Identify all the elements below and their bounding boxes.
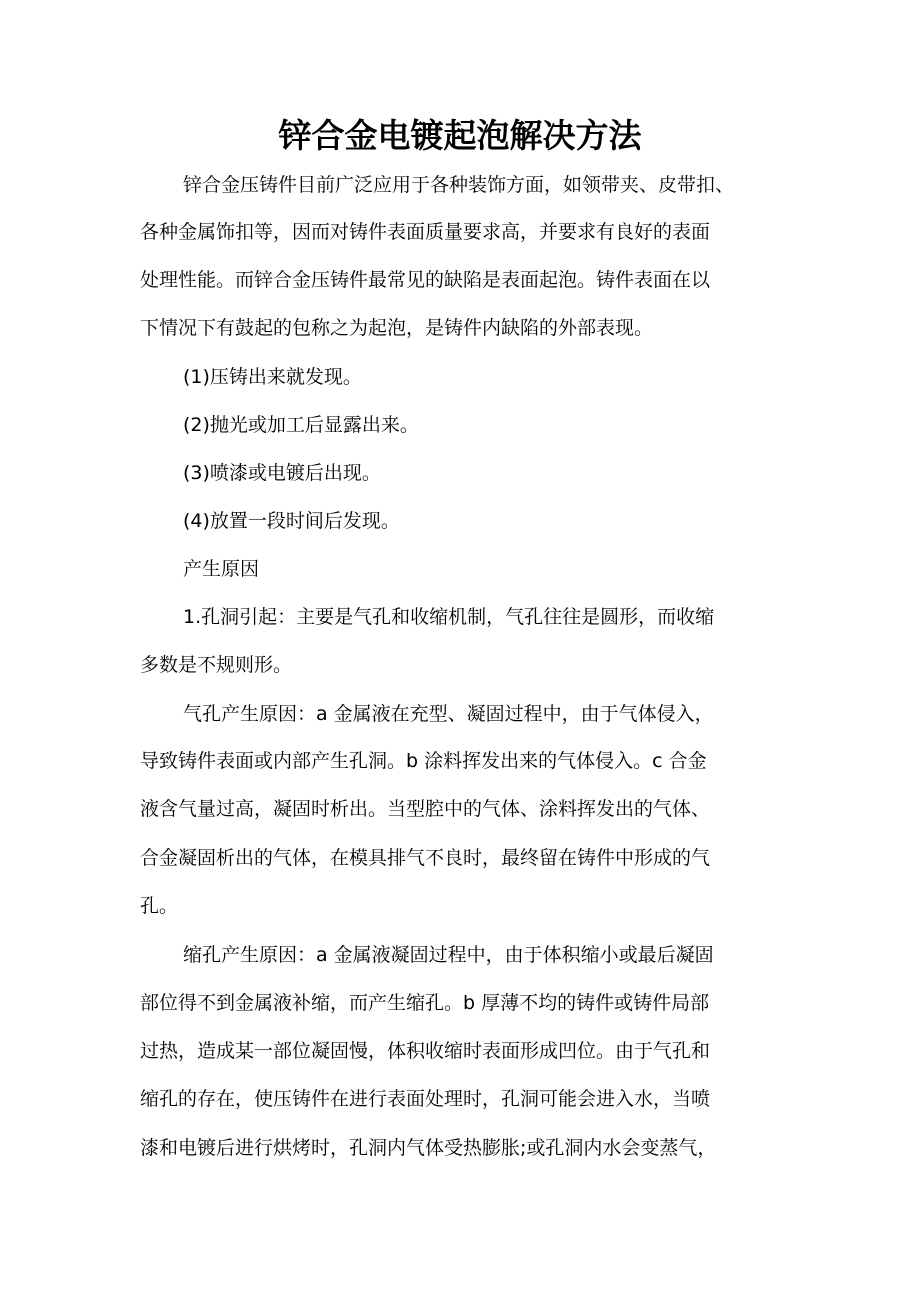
paragraph-line: 多数是不规则形。 xyxy=(140,654,293,676)
paragraph-line: 孔。 xyxy=(140,895,179,917)
paragraph-line: 过热，造成某一部位凝固慢，体积收缩时表面形成凹位。由于气孔和 xyxy=(140,1040,711,1062)
paragraph-line: 导致铸件表面或内部产生孔洞。b 涂料挥发出来的气体侵入。c 合金 xyxy=(140,750,707,772)
paragraph-line: 处理性能。而锌合金压铸件最常见的缺陷是表面起泡。铸件表面在以 xyxy=(140,269,711,291)
paragraph-line: 1.孔洞引起：主要是气孔和收缩机制，气孔往往是圆形，而收缩 xyxy=(183,606,715,628)
list-item: (2)抛光或加工后显露出来。 xyxy=(183,414,419,436)
section-heading: 产生原因 xyxy=(183,558,260,580)
paragraph-line: 下情况下有鼓起的包称之为起泡，是铸件内缺陷的外部表现。 xyxy=(140,317,654,339)
paragraph-line: 各种金属饰扣等，因而对铸件表面质量要求高，并要求有良好的表面 xyxy=(140,221,711,243)
list-item: (1)压铸出来就发现。 xyxy=(183,366,362,388)
document-title: 锌合金电镀起泡解决方法 xyxy=(278,116,642,155)
paragraph-line: 缩孔产生原因：a 金属液凝固过程中，由于体积缩小或最后凝固 xyxy=(183,944,714,966)
list-item: (4)放置一段时间后发现。 xyxy=(183,510,400,532)
paragraph-line: 漆和电镀后进行烘烤时，孔洞内气体受热膨胀;或孔洞内水会变蒸气， xyxy=(140,1137,717,1159)
paragraph-line: 缩孔的存在，使压铸件在进行表面处理时，孔洞可能会进入水，当喷 xyxy=(140,1088,711,1110)
paragraph-line: 合金凝固析出的气体，在模具排气不良时，最终留在铸件中形成的气 xyxy=(140,847,711,869)
paragraph-line: 部位得不到金属液补缩，而产生缩孔。b 厚薄不均的铸件或铸件局部 xyxy=(140,992,710,1014)
list-item: (3)喷漆或电镀后出现。 xyxy=(183,462,381,484)
paragraph-line: 液含气量过高，凝固时析出。当型腔中的气体、涂料挥发出的气体、 xyxy=(140,798,711,820)
paragraph-line: 锌合金压铸件目前广泛应用于各种装饰方面，如领带夹、皮带扣、 xyxy=(183,174,735,196)
paragraph-line: 气孔产生原因：a 金属液在充型、凝固过程中，由于气体侵入， xyxy=(183,703,714,725)
